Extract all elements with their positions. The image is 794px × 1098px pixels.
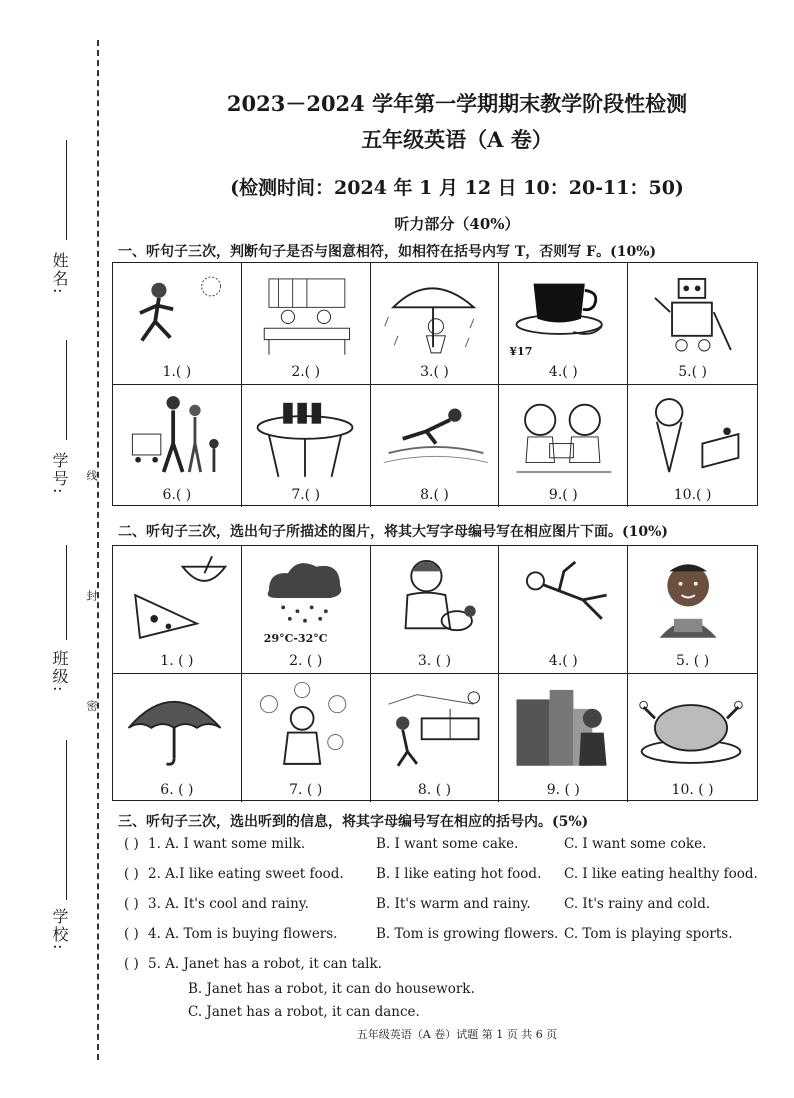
answer-blank[interactable]: ( ) [124, 926, 139, 942]
section1-item-9 [499, 385, 628, 507]
girl-with-dog-icon [379, 552, 489, 642]
option-a: 1. A. I want some milk. [148, 836, 306, 852]
option-a: 5. A. Janet has a robot, it can talk. [148, 956, 382, 972]
section2-item-2 [242, 546, 371, 674]
answer-blank[interactable]: 7.( ) [291, 487, 321, 503]
answer-blank[interactable]: 8. ( ) [417, 782, 452, 798]
section1-item-5 [628, 263, 757, 385]
option-b: B. Janet has a robot, it can do housework. [188, 981, 475, 997]
school-field[interactable] [66, 740, 67, 900]
option-c: C. I like eating healthy food. [564, 866, 758, 882]
section1-item-7 [242, 385, 371, 507]
exam-subject: 五年级英语（A 卷） [361, 127, 553, 152]
binding-margin [0, 0, 120, 1098]
answer-blank[interactable]: 4.( ) [548, 653, 578, 669]
exam-time: (检测时间：2024 年 1 月 12 日 10：20-11：50) [230, 177, 684, 199]
city-man-icon [507, 680, 617, 770]
section2-item-1 [113, 546, 242, 674]
section1-item-2 [242, 263, 371, 385]
girl-running-icon [121, 269, 231, 359]
girl-crowd-icon [250, 680, 360, 770]
exam-title: 2023－2024 学年第一学期期末教学阶段性检测 [226, 91, 688, 116]
answer-blank[interactable]: 6.( ) [162, 487, 192, 503]
answer-blank[interactable]: 2.( ) [291, 364, 321, 380]
student-id-field[interactable] [66, 340, 67, 440]
kids-reading-icon [250, 269, 360, 359]
answer-blank[interactable]: 9.( ) [548, 487, 578, 503]
listening-part-title: 听力部分（40%） [394, 215, 520, 233]
student-id-label: 学号: [50, 452, 69, 496]
pizza-bowl-icon [121, 552, 231, 642]
section1-item-6 [113, 385, 242, 507]
page-footer: 五年级英语（A 卷）试题 第 1 页 共 6 页 [356, 1028, 558, 1041]
option-b: B. I like eating hot food. [376, 866, 542, 882]
section2-item-5 [628, 546, 757, 674]
section2-item-10 [628, 674, 757, 802]
section2-item-7 [242, 674, 371, 802]
question-3-5 [124, 956, 754, 978]
school-label: 学校: [50, 908, 69, 952]
section1-item-10 [628, 385, 757, 507]
cut-line [97, 40, 99, 1060]
section1-item-4 [499, 263, 628, 385]
icecream-cake-icon [636, 391, 746, 481]
section1-item-8 [371, 385, 500, 507]
answer-blank[interactable]: 4.( ) [548, 364, 578, 380]
section3-instruction: 三、听句子三次，选出听到的信息，将其字母编号写在相应的括号内。(5%) [118, 814, 589, 830]
seal-word-secret: 密 [85, 700, 98, 711]
answer-blank[interactable]: 6. ( ) [160, 782, 194, 798]
answer-blank[interactable]: 10. ( ) [671, 782, 714, 798]
option-a: 4. A. Tom is buying flowers. [148, 926, 338, 942]
section1-picture-grid [112, 262, 758, 506]
section1-item-1 [113, 263, 242, 385]
section2-item-8 [371, 674, 500, 802]
option-b: B. Tom is growing flowers. [376, 926, 559, 942]
name-field[interactable] [66, 140, 67, 240]
ping-pong-icon [379, 680, 489, 770]
section2-picture-grid [112, 545, 758, 801]
option-a: 3. A. It's cool and rainy. [148, 896, 309, 912]
kids-playing-icon [507, 391, 617, 481]
boy-swimming-icon [507, 552, 617, 642]
answer-blank[interactable]: 5. ( ) [676, 653, 710, 669]
answer-blank[interactable]: 3.( ) [420, 364, 449, 380]
answer-blank[interactable]: ( ) [124, 836, 139, 852]
section2-instruction: 二、听句子三次，选出句子所描述的图片，将其大写字母编号写在相应图片下面。(10%) [118, 524, 669, 540]
answer-blank[interactable]: ( ) [124, 866, 139, 882]
name-label: 姓名: [50, 252, 69, 296]
class-field[interactable] [66, 545, 67, 640]
seal-word-seal: 封 [85, 590, 98, 601]
answer-blank[interactable]: 10.( ) [673, 487, 712, 503]
option-a: 2. A.I like eating sweet food. [148, 866, 344, 882]
option-c: C. I want some coke. [564, 836, 707, 852]
section2-item-6 [113, 674, 242, 802]
option-c: C. Janet has a robot, it can dance. [188, 1004, 420, 1020]
family-shopping-icon [121, 391, 231, 481]
answer-blank[interactable]: 3. ( ) [417, 653, 452, 669]
roast-chicken-icon [636, 680, 746, 770]
answer-blank[interactable]: 8.( ) [420, 487, 449, 503]
table-drinks-icon [250, 391, 360, 481]
answer-blank[interactable]: ( ) [124, 896, 139, 912]
umbrella-rain-icon [379, 269, 489, 359]
option-c: C. It's rainy and cold. [564, 896, 711, 912]
answer-blank[interactable]: 7. ( ) [289, 782, 323, 798]
answer-blank[interactable]: 5.( ) [678, 364, 707, 380]
answer-blank[interactable]: 1.( ) [162, 364, 192, 380]
section1-item-3 [371, 263, 500, 385]
section2-item-4 [499, 546, 628, 674]
seal-word-line: 线 [85, 470, 98, 481]
section1-instruction: 一、听句子三次，判断句子是否与图意相符，如相符在括号内写 T，否则写 F。(10%) [118, 244, 657, 260]
section2-item-9 [499, 674, 628, 802]
boy-jumping-icon [379, 391, 489, 481]
umbrella-icon [121, 680, 231, 770]
answer-blank[interactable]: ( ) [124, 956, 139, 972]
rain-cloud-icon [250, 552, 360, 642]
option-b: B. It's warm and rainy. [376, 896, 531, 912]
question-3-4 [124, 926, 754, 948]
answer-blank[interactable]: 9. ( ) [546, 782, 580, 798]
price-tag: ¥17 [509, 345, 533, 358]
robot-sweeping-icon [636, 269, 746, 359]
question-3-1 [124, 836, 754, 858]
question-3-3 [124, 896, 754, 918]
temperature-label: 29°C-32°C [263, 632, 328, 645]
class-label: 班级: [50, 650, 69, 694]
answer-blank[interactable]: 1. ( ) [160, 653, 194, 669]
question-3-2 [124, 866, 758, 888]
option-c: C. Tom is playing sports. [564, 926, 733, 942]
option-b: B. I want some cake. [376, 836, 519, 852]
section2-item-3 [371, 546, 500, 674]
boy-portrait-icon [636, 552, 746, 642]
answer-blank[interactable]: 2. ( ) [289, 653, 323, 669]
